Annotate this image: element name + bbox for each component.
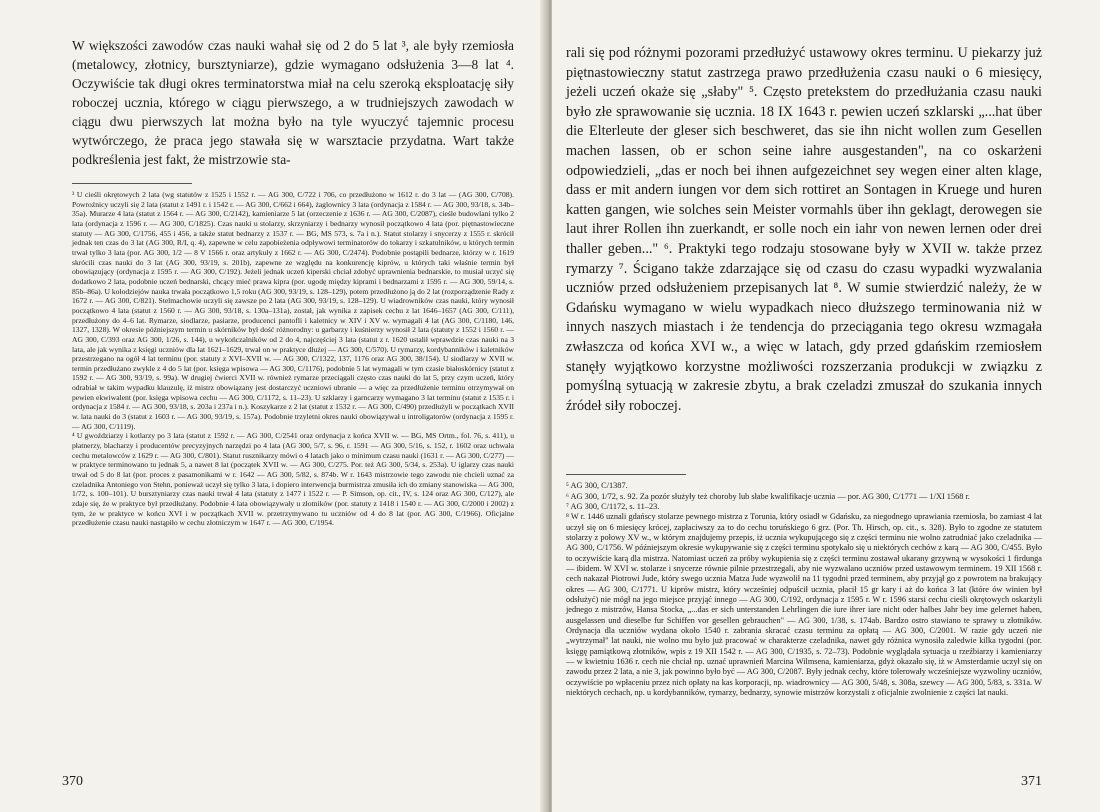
right-main-text: rali się pod różnymi pozorami przedłużyć ustawowy okres terminu. U piekarzy już piętnastowieczny statut zastrzega prawo przedłużenia czasu nauki o 6 miesięcy, jeżeli uczeń okaże się „słaby" ⁵. Często pretekstem do przedłużania czasu nauki było złe sprawowanie się ucznia. 18 IX 1643 r. pewien uczeń szklarski „...hat über die Elterleute der gleser sich beschweret, das sie ihn nicht wollen zum Gesellen machen lassen, ob er schon seine iahre ausgestanden", na co oskarżeni odpowiedzieli, „das er noch bei ihnen aufgezeichnet sey wegen einer alten klage, dass er mit andern iungen vor dem sich rottiret an Sontagen in Kruege und huren katten gangen, wie solches sein Meister vormahls über ihn geklagt, derowegen sie laut ihrer Rollen ihn zuerkandt, er solle noch ein iahr von newen lernen oder drei thaller geben..." ⁶. Praktyki tego rodzaju stosowane były w XVII w. także przez rymarzy ⁷. Ścigano także zdarzające się od czasu do czasu wypadki wyzwalania uczniów przed odsłużeniem przepisanych lat ⁸. W sumie stwierdzić należy, że w Gdańsku wymagano w wielu wypadkach nieco dłuższego terminowania niż w innych naszych miastach i że tendencja do przeciągania tego okresu wzmagała zwłaszcza od końca XVI w., a więc w latach, gdy przed gdańskim rzemiosłem stanęły wyjątkowo korzystne możliwości rozszerzania produkcji w związku z pomyślną sytuacją w zakresie zbytu, a brak czeladzi zmuszał do szukania innych źródeł siły roboczej. xyxy=(566,45,1042,414)
footnote-separator xyxy=(566,474,686,475)
left-main-text: W większości zawodów czas nauki wahał się od 2 do 5 lat ³, ale były rzemiosła (metalowcy, złotnicy, bursztyniarze), gdzie wymagano odsłużenia 3—8 lat ⁴. Oczywiście tak długi okres terminatorstwa miał na celu szeroką eksploatację siły roboczej ucznia, którego w ciągu pierwszego, a w trudniejszych zawodach w ciągu dwu pierwszych lat można było na tyle wyuczyć tajemnic procesu wytwórczego, że praca jego stawała się w warsztacie przydatna. Wart także podkreślenia jest fakt, że mistrzowie sta- xyxy=(72,38,514,167)
footnote-separator xyxy=(72,183,192,184)
footnote-5: ⁵ AG 300, C/1387. xyxy=(566,481,628,491)
right-page xyxy=(552,0,1100,812)
left-page xyxy=(0,0,548,812)
footnote-7: ⁷ AG 300, C/1172, s. 11–23. xyxy=(566,501,660,511)
page-number-right: 371 xyxy=(1021,774,1042,789)
footnote-4: ⁴ U gwoździarzy i kotlarzy po 3 lata (statut z 1592 r. — AG 300, C/2541 oraz ordynacja z końca XVII w. — BG, MS Ortm., fol. 76, s. 411), u płatnerzy, blacharzy i producentów precyzyjnych narzędzi po 4 lata (AG 300, 5/7, s. 96, r. 1591 — AG 300, 5/16, s. 152, r. 1602 oraz uchwała cechu metalowców z 1629 r. — AG 300, C/801). Statut rusznikarzy mówi o 4 latach jako o minimum czasu nauki (1631 r. — AG 300, C/277) — w praktyce terminowano tu jednak 5, a nawet 8 lat (początek XVII w. — AG 300, C/275. Por. też AG 300, 5/34, s. 253a). U iglarzy czas nauki trwał od 5 do 8 lat (por. proces z pasamonikami w r. 1642 — AG 300, 5/82, s. 874b. W r. 1643 mistrzowie tego zawodu nie chcieli uznać za czeladnika Antoniego von Stehn, ponieważ uczył się tylko 3 lata, i dopiero interwencja burmistrza zmusiła ich do zmiany stanowiska — AG 300, 1/72, s. 100–101). U bursztyniarzy czas nauki trwał 4 lata (statuty z 1477 i 1522 r. — P. Simson, op. cit., IV, s. 124 oraz AG 300, C/127), ale zdaje się, że w praktyce był przedłużany. Podobnie 4 lata obowiązywały u złotników (por. statuty z 1418 i 1540 r. — AG 300, C/2000 i 2002) z tym, że w praktyce w końcu XVI i w początkach XVII w. przetrzymywano tu uczniów od 4 do 8 lat (por. AG 300, C/1966). Oficjalne przedłużenie czasu nauki nastąpiło w cechu złotniczym w 1647 r. — AG 300, C/1954. xyxy=(72,431,515,528)
footnote-3: ³ U cieśli okrętowych 2 lata (wg statutów z 1525 i 1552 r. — AG 300, C/722 i 706, co przedłużono w 1612 r. do 3 lat — (AG 300, C/708). Powroźnicy uczyli się 2 lata (statut z 1491 r. i 1542 r. — AG 300, C/662 i 664), żaglownicy 3 lata (ordynacja z 1584 r. — AG 300, 93/18, s. 34b–35a). Murarze 4 lata (statut z 1564 r. — AG 300, C/2142), kamieniarze 5 lat (orzeczenie z 1636 r. — AG 300, C/2087), cieśle budowlani tylko 2 lata (ordynacja z 1596 r. — AG 300, C/1825). Czas nauki u stolarzy, skrzyniarzy i bednarzy wynosił początkowo 4 lata (por. piętnastowieczne statuty — AG 300, C/1756, 455 i 456, a także statut bednarzy z 1537 r. — BG, MS 573, s. 7a i n.). Statut stolarzy i snycerzy z 1555 r. skrócił jednak ten czas do 3 lat (AG 300, R/I, q. 4), zapewne w celu zapobieżenia odpływowi terminatorów do tokarzy i szkatulników, u których termin trwał tylko 3 lata (por. AG 300, 1/2 — 8 V 1566 r. oraz artykuły z 1662 r. — AG 300, C/2474). Podobnie postąpili bednarze, którzy w r. 1619 skrócili czas nauki do 3 lat (AG 300, 93/19, s. 201b), zapewne ze względu na konkurencję kiprów, u których taki właśnie termin był obowiązujący (ordynacja z 1595 r. — AG 300, C/192). Jeżeli jednak uczeń kiperski chciał zdobyć uprawnienia bednarskie, to musiał uczyć się dodatkowo 2 lata, podobnie uczeń bednarski, chcący mieć prawa kipra (por. ugodę między kiprami i bednarzami z 1595 r. — AG 300, 59/14, s. 85b–86a). U kołodziejów nauka trwała początkowo 1,5 roku (AG 300, 93/19, s. 128–129), potem przedłużono ją do 2 lat (rozporządzenie Rady z 1672 r. — AG 300, C/821). Stelmachowie uczyli się zawsze po 2 lata (AG 300, 93/19, s. 128–129). U wiadrowników czas nauki, który wynosił początkowo 4 lata (statut z 1560 r. — AG 300, 93/18, s. 130a–131a), został, jak wynika z zapisek cechu z lat 1646–1657 (AG 300, C/111), przedłużony do 4–6 lat. Rymarze, siodlarze, pasiarze, producenci pantofli i kaletnicy w XIV i XV w. wymagali 4 lat (AG 300, C/1180, 146, 1327, 1328). W okresie późniejszym termin u skórników był dość różnorodny: u garbarzy i kuśnierzy wynosił 2 lata (statuty z 1552 i 1560 r. — AG 300, C/393 oraz AG 300, 1/26, s. 144), u wykończalników od 2 do 4, najczęściej 3 lata (statut z r. 1620 ustalił wprawdzie czas nauki na 3 lata, ale jak wynika z księgi uczniów dla lat 1621–1629, trwał on w praktyce dłużej — AG 300, C/570). U rymarzy, kordybanników i kaletników przestrzegano na ogół 4 lat terminu (por. statuty z XVI–XVII w. — AG 300, C/1322, 137, 1176 oraz AG 300, 38/154). U siodlarzy w XVII w. termin przedłużano zwykle z 4 do 5 lat (por. księga wpisowa — AG 300, C/1176), podobnie 5 lat wymagali w tym czasie białoskórnicy (statut z 1592 r. — AG 300, 93/19, s. 99a). W drugiej ćwierci XVII w. również rymarze przeciągali często czas nauki do lat 5, przy czym uczeń, który odrabiał w takim wypadku klauzulę, iż mistrz obowiązany jest dostarczyć uczniowi ubranie — a więc za przedłużenie terminu otrzymywał on pewien ekwiwalent (por. księga wpisowa cechu — AG 300, C/1172, s. 11–23). U szklarzy i garncarzy wymagano 3 lat terminu (statut z 1535 r. i ordynacja z 1584 r. — AG 300, 93/18, s. 203a i 237a i n.). Koszykarze z 2 lat (statut z 1532 r. — AG 300, C/490) przedłużyli w początkach XVII w. lata nauki do 3 (statut z 1603 r. — AG 300, 93/19, s. 157a). Podobnie trzyletni okres nauki obowiązywał u introligatorów (ordynacja z 1595 r. — AG 300, C/1119). xyxy=(72,190,514,431)
footnote-8: ⁸ W r. 1446 uznali gdańscy stolarze pewnego mistrza z Torunia, który osiadł w Gdańsku, za niegodnego uprawiania rzemiosła, bo zamiast 4 lat uczył się on 6 miesięcy krócej, zapłaciwszy za to do cechu toruńskiego 6 grz. (Por. Th. Hirsch, op. cit., s. 328). Było to zgodne ze statutem stolarzy z połowy XV w., w którym znajdujemy przepis, iż ucznia wykupującego się z części terminu nie wolno zatrudniać jako czeladnika — AG 300, C/1756. W późniejszym okresie wykupywanie się z części terminu spotykało się u niektórych cechów z karą — AG 300, C/455. Było to oczywiście karą dla mistrza. Natomiast uczeń za próby wykupienia się z części terminu zostawał ukarany grzywną w wysokości 1 firdunga — ibidem. W XVI w. stolarze i snycerze równie pilnie przestrzegali, aby nie wyzwalano uczniów przed ustawowym terminem. 19 XII 1568 r. cech nakazał Piotrowi Jude, który swego ucznia Matza Jude wyzwolił na 11 tygodni przed terminem, aby przyjął go z powrotem na brakujący okres — AG 300, C/1771. U kiprów mistrz, który wcześniej odpuścił ucznia, płacił 15 gr kary i aż do końca 3 lat (które ów winien był odsłużyć) nie mógł na jego miejsce przyjąć innego — AG 300, C/192, ordynacja z 1595 r. W r. 1596 starsi cechu cieśli okrętowych oskarżyli jednego z mistrzów, Hansa Stocka, „...das er sich unterstanden Lehrlingen die iure ihrer iare nicht oder halbes Jahr bey ime gelernet haben, ausgelassen und dieselbe fur Schiffen vor gesellen gebrauchen" — AG 300, 1/38, s. 174ab. Bardzo ostro stawiano te sprawy u złotników. Ordynacja dla uczniów wydana około 1540 r. zabrania skracać czasu terminu za opłatą — AG 300, C/2001. W razie gdy uczeń nie „wytrzymał" lat nauki, nie wolno mu było już pracować w charakterze czeladnika, nawet gdy różnica wynosiła zaledwie kilka tygodni (por. księgę pamiątkową złotników, wpis z 19 XII 1542 r. — AG 300, C/1935, s. 72–73). Podobnie wyglądała sytuacja u rzeźbiarzy i kamieniarzy — w kwietniu 1636 r. cech nie chciał np. uznać uprawnień Marcina Wilmsena, kamieniarza, gdyż okazało się, iż w Amsterdamie uczył się on zawodu przez 2 lata, a nie 3, jak powinno było być — AG 300, C/2087. Były jednak cechy, które tolerowały wcześniejsze wyzwoliny uczniów, oczywiście po wpłaceniu przez nich opłaty na kas korporacji, np. wiadrownicy — AG 300, 5/48, s. 308a, szewcy — AG 300, 5/83, s. 331a. W niektórych cechach, np. u kordybanników, rymarzy, bednarzy, synowie mistrzów korzystali z oficjalnie zwolnienie z części lat nauki. xyxy=(566,512,1042,698)
footnote-6: ⁶ AG 300, 1/72, s. 92. Za pozór służyły też choroby lub słabe kwalifikacje ucznia — por. AG 300, C/1771 — 1/XI 1568 r. xyxy=(566,491,970,501)
page-number-left: 370 xyxy=(62,774,83,789)
